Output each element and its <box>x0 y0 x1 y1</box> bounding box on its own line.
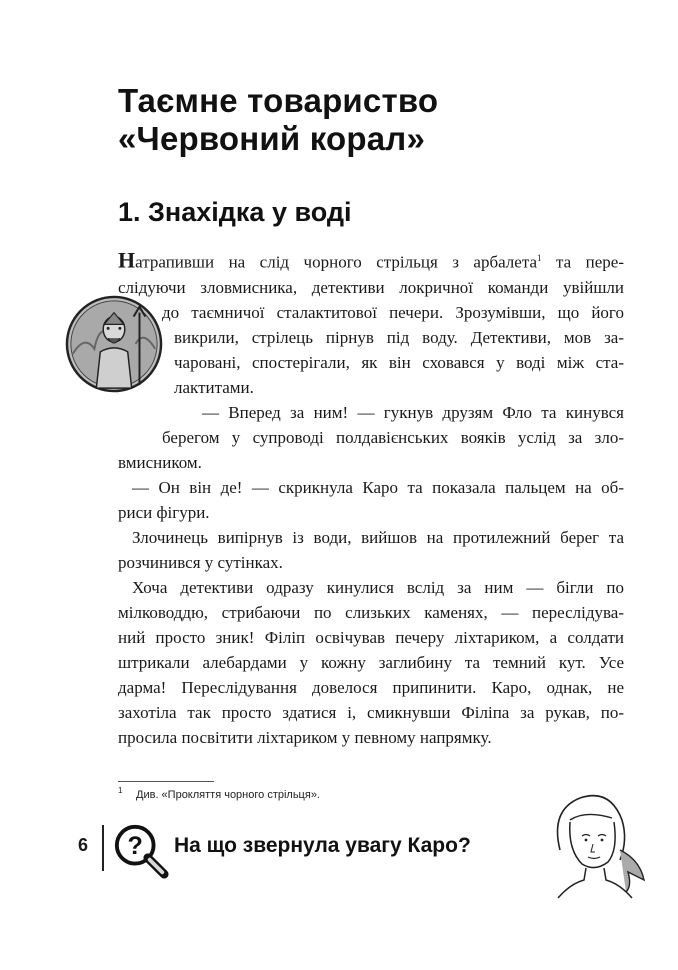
title-line-1: Таємне товариство <box>118 82 439 119</box>
text-line: берегом у супроводі полдавієнських вояків услід за зло- <box>162 427 624 447</box>
girl-portrait-icon <box>540 780 650 900</box>
page-number-divider <box>102 825 104 871</box>
text-fragment: та пере- <box>541 252 624 272</box>
paragraph <box>118 400 624 475</box>
paragraph <box>118 246 624 400</box>
story-text <box>118 246 624 750</box>
text-line: лактитами. <box>174 377 254 397</box>
text-line: викрили, стрілець пірнув під воду. Детективи, мов за- <box>174 327 624 347</box>
title-line-2: «Червоний корал» <box>118 120 425 157</box>
paragraph <box>118 475 624 525</box>
text-line: штрикали алебардами у кожну заглибину та темний кут. Усе <box>118 652 624 672</box>
text-line: вмисником. <box>118 452 202 472</box>
text-line: ний просто зник! Філіп освічував печеру ліхтариком, а солдати <box>118 627 624 647</box>
text-line: розчинився у сутінках. <box>118 552 283 572</box>
paragraph <box>118 525 624 575</box>
text-line: риси фігури. <box>118 502 210 522</box>
text-line: — Он він де! — скрикнула Каро та показала пальцем на об- <box>132 477 624 497</box>
text-line: до таємничої сталактитової печери. Зрозумівши, що його <box>162 302 624 322</box>
page-title <box>118 82 438 158</box>
text-line: просила посвітити ліхтариком у певному напрямку. <box>118 727 492 747</box>
text-line: дарма! Переслідування довелося припинити. Каро, однак, не <box>118 677 624 697</box>
footnote-number: 1 <box>118 786 123 795</box>
drop-cap: Н <box>118 247 136 273</box>
text-line: захотіла так просто здатися і, смикнувши Філіпа за рукав, по- <box>118 702 624 722</box>
footnote-ref: 1 <box>537 253 542 263</box>
text-fragment: атрапивши на слід чорного стрільця з арбалета <box>135 252 538 272</box>
footnote-divider <box>118 781 214 782</box>
text-line: чаровані, спостерігали, як він сховався у воді між ста- <box>174 352 624 372</box>
paragraph <box>118 575 624 750</box>
text-line: — Вперед за ним! — гукнув друзям Фло та кинувся <box>202 402 624 422</box>
page-number: 6 <box>78 835 89 855</box>
text-line: Хоча детективи одразу кинулися вслід за ним — бігли по <box>132 577 624 597</box>
text-line: слідуючи зловмисника, детективи локричної команди увійшли <box>118 277 624 297</box>
question-mark-glyph: ? <box>127 831 143 860</box>
chapter-heading: 1. Знахідка у воді <box>118 197 352 227</box>
magnifying-glass-question-icon <box>112 822 170 880</box>
footnote-text: Див. «Прокляття чорного стрільця». <box>136 789 320 801</box>
text-line: мілководдю, стрибаючи по слизьких каменях, — переслідува- <box>118 602 624 622</box>
text-line: Злочинець випірнув із води, вийшов на протилежний берег та <box>132 527 624 547</box>
text-line <box>118 246 624 275</box>
question-prompt: На що звернула увагу Каро? <box>174 834 471 857</box>
